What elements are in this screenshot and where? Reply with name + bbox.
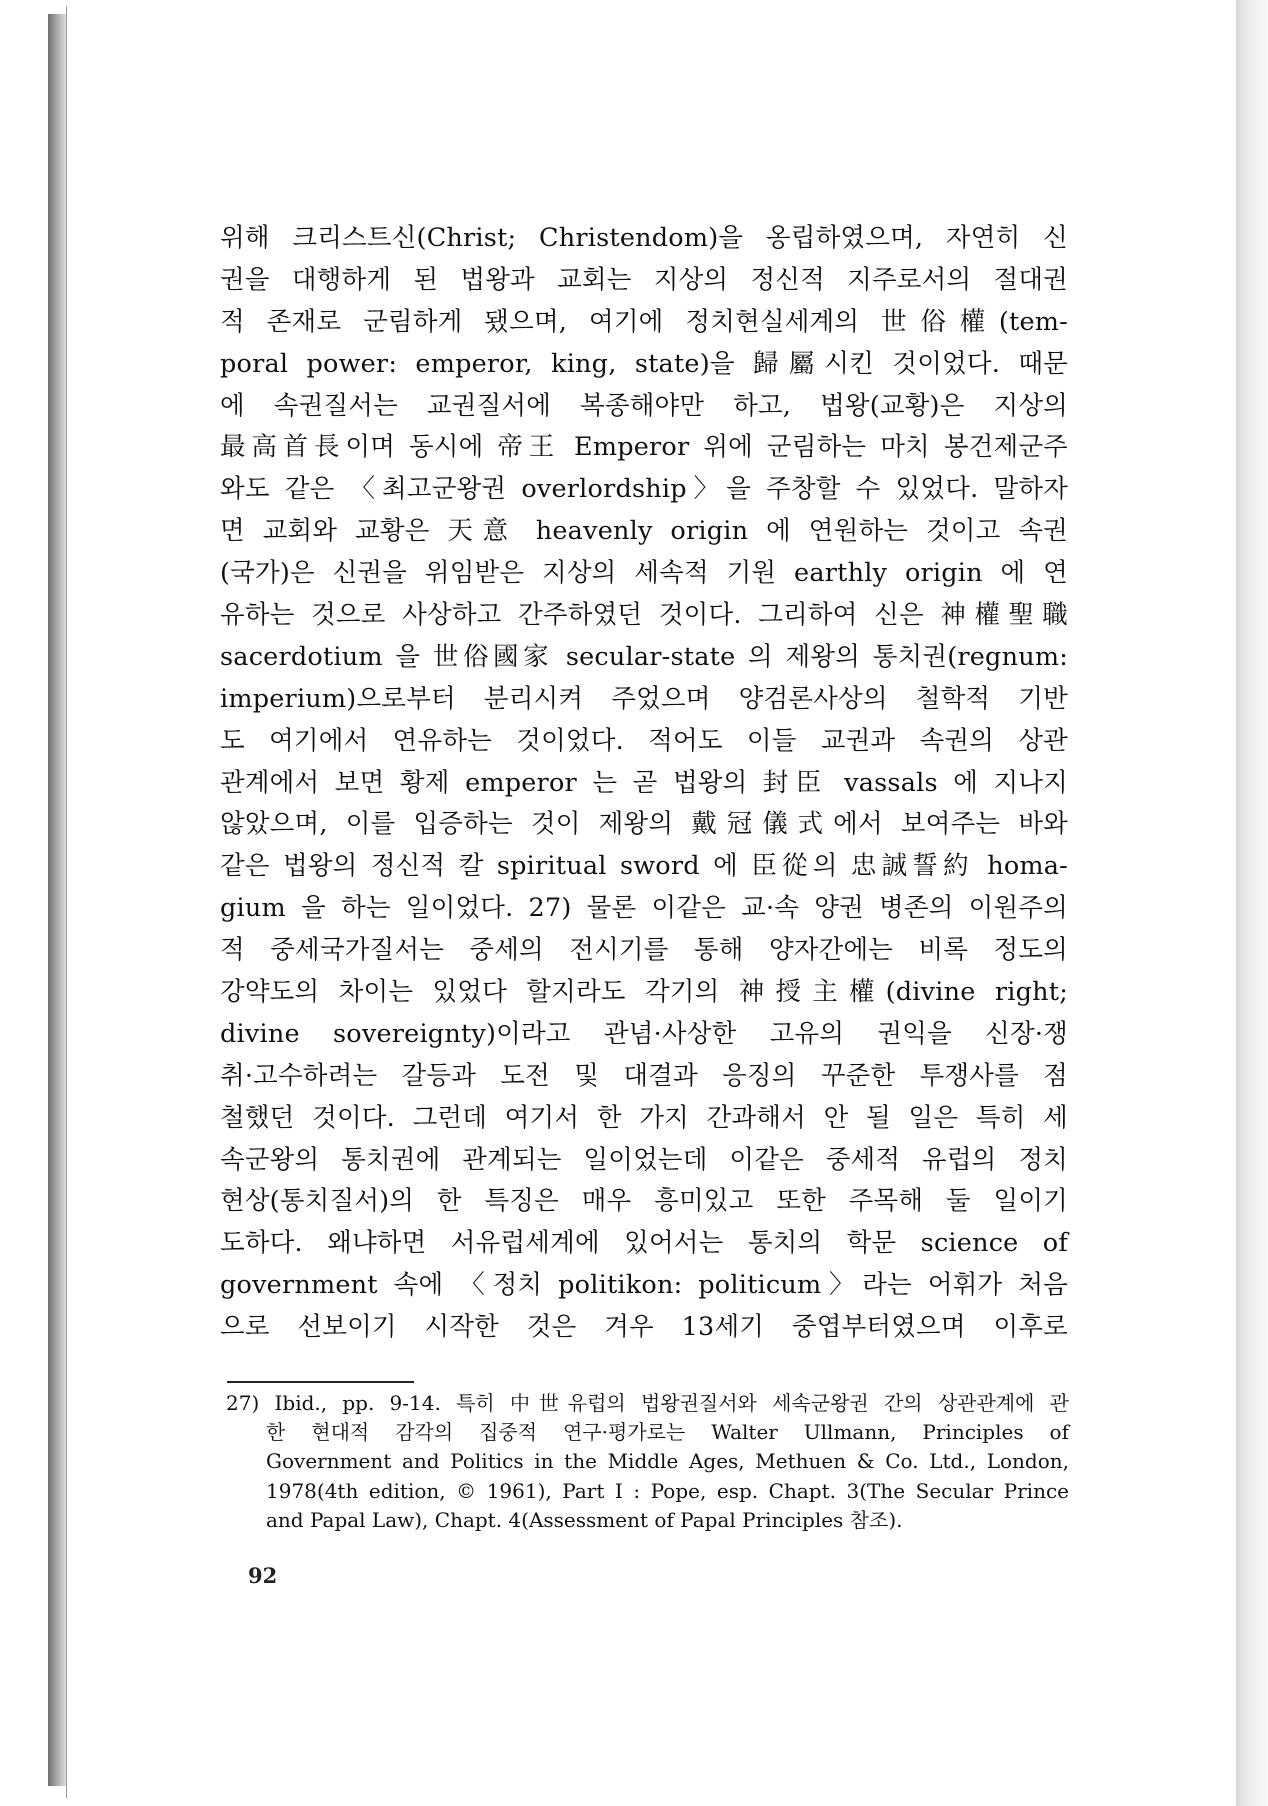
body-line: 권을 대행하게 된 법왕과 교회는 지상의 정신적 지주로서의 절대권 bbox=[220, 264, 1068, 295]
footnote-line: Government and Politics in the Middle Ages, Methuen & Co. Ltd., London, bbox=[266, 1449, 1069, 1474]
body-line: divine sovereignty)이라고 관념·사상한 고유의 권익을 신장·쟁 bbox=[220, 1018, 1068, 1049]
body-line: government 속에 〈정치 politikon: politicum〉라는 어휘가 처음 bbox=[220, 1270, 1068, 1301]
body-line: poral power: emperor, king, state)을 歸屬시킨 것이었다. 때문 bbox=[220, 348, 1068, 379]
body-line: 적 존재로 군림하게 됐으며, 여기에 정치현실세계의 世俗權(tem- bbox=[220, 306, 1068, 337]
footnote-line: 27) Ibid., pp. 9-14. 특히 中世유럽의 법왕권질서와 세속군왕권 간의 상관관계에 관 bbox=[226, 1391, 1069, 1415]
footnote-line: and Papal Law), Chapt. 4(Assessment of Papal Principles 참조). bbox=[266, 1507, 903, 1532]
body-line: 적 중세국가질서는 중세의 전시기를 통해 양자간에는 비록 정도의 bbox=[220, 935, 1068, 966]
page-number: 92 bbox=[248, 1563, 278, 1588]
body-line: 와도 같은 〈최고군왕권 overlordship〉을 주창할 수 있었다. 말하자 bbox=[220, 474, 1068, 505]
body-line: 最高首長이며 동시에 帝王 Emperor 위에 군림하는 마치 봉건제군주 bbox=[220, 432, 1068, 463]
footnote-divider bbox=[227, 1381, 414, 1383]
body-line: 속군왕의 통치권에 관계되는 일이었는데 이같은 중세적 유럽의 정치 bbox=[220, 1144, 1068, 1175]
footnote bbox=[226, 1389, 1069, 1535]
body-line: 관계에서 보면 황제 emperor 는 곧 법왕의 封臣 vassals 에 지나지 bbox=[220, 767, 1068, 798]
body-line: 도 여기에서 연유하는 것이었다. 적어도 이들 교권과 속권의 상관 bbox=[220, 725, 1068, 756]
body-line: (국가)은 신권을 위임받은 지상의 세속적 기원 earthly origin 에 연 bbox=[220, 558, 1068, 589]
body-line: 같은 법왕의 정신적 칼 spiritual sword 에 臣從의 忠誠誓約 homa- bbox=[220, 851, 1068, 882]
body-line: 으로 선보이기 시작한 것은 겨우 13세기 중엽부터였으며 이후로 bbox=[220, 1312, 1068, 1343]
body-line: 현상(통치질서)의 한 특징은 매우 흥미있고 또한 주목해 둘 일이기 bbox=[220, 1186, 1068, 1217]
page-right-shadow bbox=[1236, 0, 1268, 1806]
body-line: 않았으며, 이를 입증하는 것이 제왕의 戴冠儀式에서 보여주는 바와 bbox=[220, 809, 1068, 840]
body-line: 강약도의 차이는 있었다 할지라도 각기의 神授主權(divine right; bbox=[220, 977, 1068, 1008]
body-line: 면 교회와 교황은 天意 heavenly origin 에 연원하는 것이고 속권 bbox=[220, 516, 1068, 547]
footnote-line: 1978(4th edition, © 1961), Part I : Pope, esp. Chapt. 3(The Secular Prince bbox=[266, 1478, 1069, 1503]
body-line: imperium)으로부터 분리시켜 주었으며 양검론사상의 철학적 기반 bbox=[220, 683, 1068, 714]
body-line: 에 속권질서는 교권질서에 복종해야만 하고, 법왕(교황)은 지상의 bbox=[220, 390, 1068, 421]
footnote-line: 한 현대적 감각의 집중적 연구·평가로는 Walter Ullmann, Principles of bbox=[266, 1420, 1069, 1445]
body-text bbox=[220, 218, 1068, 1349]
body-line: 도하다. 왜냐하면 서유럽세계에 있어서는 통치의 학문 science of bbox=[220, 1228, 1068, 1259]
body-line: 유하는 것으로 사상하고 간주하였던 것이다. 그리하여 신은 神權聖職 bbox=[220, 600, 1068, 631]
body-line: sacerdotium 을 世俗國家 secular-state 의 제왕의 통치권(regnum: bbox=[220, 641, 1068, 672]
body-line: 위해 크리스트신(Christ; Christendom)을 옹립하였으며, 자연히 신 bbox=[220, 223, 1068, 253]
body-line: gium 을 하는 일이었다. 27) 물론 이같은 교·속 양권 병존의 이원주의 bbox=[220, 893, 1068, 924]
page-left-edge bbox=[48, 14, 68, 1786]
body-line: 취·고수하려는 갈등과 도전 및 대결과 응징의 꾸준한 투쟁사를 점 bbox=[220, 1060, 1068, 1091]
body-line: 철했던 것이다. 그런데 여기서 한 가지 간과해서 안 될 일은 특히 세 bbox=[220, 1102, 1068, 1133]
